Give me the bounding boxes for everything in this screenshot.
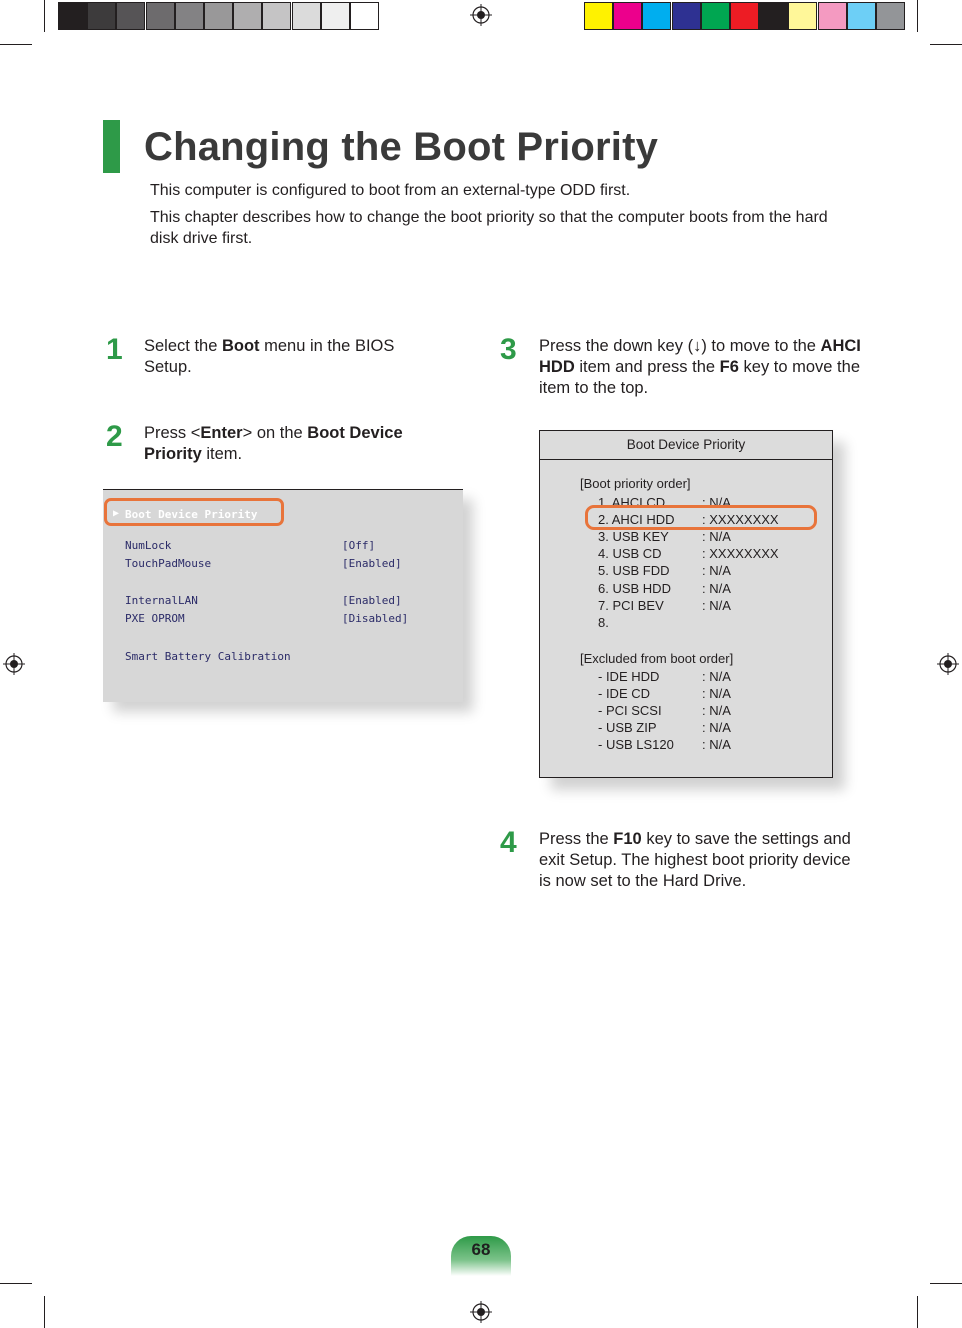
boot-device-value: : N/A — [702, 669, 731, 684]
boot-device-name: 1. AHCI CD — [598, 495, 666, 510]
step-3-text: Press the down key (↓) to move to the AHCI HDD item and press the F6 key to move the item to the top. — [539, 337, 861, 397]
crop-mark — [917, 1296, 918, 1328]
color-swatch — [876, 2, 905, 30]
step-1-text: Select the Boot menu in the BIOS Setup. — [144, 337, 395, 376]
boot-device-value: : N/A — [702, 703, 731, 719]
boot-device-name: - PCI SCSI — [598, 703, 662, 719]
boot-device-name: - USB ZIP — [598, 720, 657, 736]
intro-paragraph: This chapter describes how to change the boot priority so that the computer boots from the hard disk drive first. — [150, 209, 828, 247]
bios-item-value: [Enabled] — [342, 557, 402, 570]
crop-mark — [930, 1283, 962, 1284]
boot-device-name: 4. USB CD — [598, 546, 662, 562]
bios-selected-item[interactable]: Boot Device Priority — [125, 508, 258, 521]
highlight-box — [104, 498, 284, 526]
bios-item-label: InternalLAN — [125, 594, 198, 607]
step-number: 4 — [500, 826, 517, 859]
boot-device-value: : N/A — [702, 563, 731, 579]
bios-item-value: [Off] — [342, 539, 376, 552]
step-number: 1 — [106, 333, 123, 366]
color-swatch — [701, 2, 730, 30]
color-swatch — [759, 2, 788, 30]
step-4-text: Press the F10 key to save the settings and exit Setup. The highest boot priority device is now set to the Hard Drive. — [539, 830, 851, 890]
gray-swatch — [175, 2, 204, 30]
step-number: 2 — [106, 420, 123, 453]
bios-item-value: [Enabled] — [342, 594, 402, 607]
boot-device-value: : N/A — [702, 720, 731, 736]
boot-device-name: - IDE CD — [598, 686, 650, 702]
gray-swatch — [321, 2, 350, 30]
boot-order-title: [Boot priority order] — [580, 476, 691, 491]
boot-device-name: - USB LS120 — [598, 737, 674, 753]
boot-device-value: : N/A — [702, 495, 731, 510]
step-number: 3 — [500, 333, 517, 366]
boot-priority-header: Boot Device Priority — [540, 431, 832, 460]
crop-mark — [930, 44, 962, 45]
color-swatch — [584, 2, 613, 30]
color-swatch — [847, 2, 876, 30]
boot-device-name: 7. PCI BEV — [598, 597, 664, 613]
boot-device-value: : N/A — [702, 529, 731, 545]
bios-item-label: PXE OPROM — [125, 612, 185, 625]
boot-device-value: : XXXXXXXX — [702, 546, 779, 562]
color-swatch — [672, 2, 701, 30]
boot-priority-screenshot — [539, 430, 833, 778]
bios-item-label: NumLock — [125, 539, 172, 552]
boot-device-name: 5. USB FDD — [598, 563, 670, 579]
crop-mark — [0, 44, 32, 45]
boot-device-value: : XXXXXXXX — [702, 512, 779, 528]
boot-device-value: : N/A — [702, 686, 731, 702]
registration-mark-icon — [470, 1301, 492, 1323]
boot-device-name: 8. — [598, 614, 609, 630]
bios-item-label: Smart Battery Calibration — [125, 650, 291, 663]
gray-swatch — [350, 2, 379, 30]
gray-swatch — [146, 2, 175, 30]
color-swatch — [818, 2, 847, 30]
boot-device-name: 3. USB KEY — [598, 529, 669, 545]
boot-device-name: 6. USB HDD — [598, 580, 671, 596]
crop-mark — [0, 1283, 32, 1284]
highlight-box — [585, 505, 817, 530]
boot-device-value: : N/A — [702, 580, 731, 596]
crop-mark — [917, 0, 918, 32]
boot-device-value: : N/A — [702, 737, 731, 753]
gray-swatch — [292, 2, 321, 30]
boot-device-name: 2. AHCI HDD — [598, 512, 675, 528]
bios-item-value: [Disabled] — [342, 612, 409, 625]
step-2-text: Press <Enter> on the Boot Device Priority item. — [144, 424, 403, 463]
boot-device-name: - IDE HDD — [598, 669, 660, 684]
boot-device-value: : N/A — [702, 597, 731, 613]
gray-swatch — [58, 2, 87, 30]
color-swatch — [730, 2, 759, 30]
registration-mark-icon — [470, 4, 492, 26]
gray-swatch — [204, 2, 233, 30]
selected-arrow-icon: ▶ — [113, 508, 120, 519]
gray-swatch — [233, 2, 262, 30]
intro-paragraph: This computer is configured to boot from an external-type ODD first. — [150, 182, 631, 199]
page-title: Changing the Boot Priority — [144, 125, 659, 169]
color-swatch — [788, 2, 817, 30]
registration-mark-icon — [3, 653, 25, 675]
page-number: 68 — [471, 1240, 491, 1259]
crop-mark — [44, 1296, 45, 1328]
gray-swatch — [116, 2, 145, 30]
registration-mark-icon — [937, 653, 959, 675]
color-swatch — [613, 2, 642, 30]
color-swatch — [642, 2, 671, 30]
title-accent-bar — [103, 120, 120, 173]
gray-swatch — [262, 2, 291, 30]
excluded-title: [Excluded from boot order] — [580, 651, 734, 666]
bios-item-label: TouchPadMouse — [125, 557, 212, 570]
gray-swatch — [87, 2, 116, 30]
crop-mark — [44, 0, 45, 32]
